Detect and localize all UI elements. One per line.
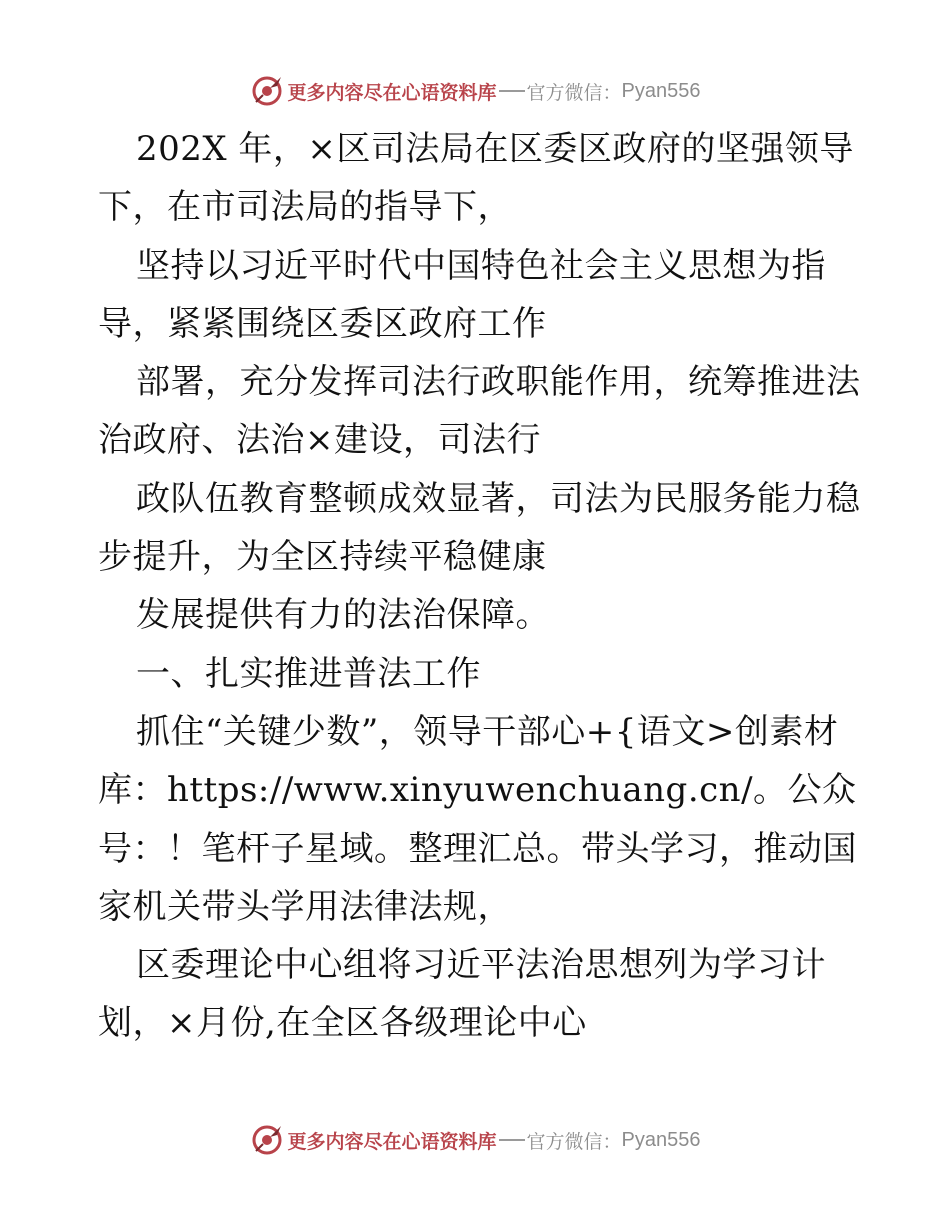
text-line: 导，紧紧围绕区委区政府工作 [98, 303, 547, 344]
banner-title: 更多内容尽在心语资料库 [287, 81, 497, 104]
text-line: 治政府、法治×建设，司法行 [98, 420, 541, 461]
document-body [98, 120, 888, 1053]
text-line: 下，在市司法局的指导下， [98, 187, 512, 228]
header-banner [0, 71, 950, 111]
text-line: 坚持以习近平时代中国特色社会主义思想为指 [136, 245, 826, 286]
text-line: 202X 年，×区司法局在区委区政府的坚强领导 [136, 129, 854, 169]
banner-wechat-id: Pyan556 [621, 1128, 701, 1151]
text-line: 部署，充分发挥司法行政职能作用，统筹推进法 [136, 362, 861, 403]
banner-dash [499, 90, 525, 92]
quill-logo-icon [250, 1123, 284, 1157]
banner-dash [499, 1139, 525, 1141]
text-line: 步提升，为全区持续平稳健康 [98, 537, 547, 578]
text-line: 库：https://www.xinyuwenchuang.cn/。公众 [98, 770, 857, 811]
text-line: 抓住“关键少数”，领导干部心+{语文>创素材 [136, 711, 839, 752]
text-line: 政队伍教育整顿成效显著，司法为民服务能力稳 [136, 478, 861, 519]
text-line: 发展提供有力的法治保障。 [136, 595, 550, 636]
banner-wechat-label: 官方微信： [526, 81, 622, 104]
banner-wechat-label: 官方微信： [526, 1130, 622, 1153]
text-line: 家机关带头学用法律法规， [98, 886, 512, 927]
section-heading: 一、扎实推进普法工作 [136, 653, 481, 694]
quill-logo-icon [250, 74, 284, 108]
footer-banner [0, 1120, 950, 1160]
text-line: 区委理论中心组将习近平法治思想列为学习计 [136, 945, 826, 986]
banner-title: 更多内容尽在心语资料库 [287, 1130, 497, 1153]
banner-wechat-id: Pyan556 [621, 79, 701, 102]
text-line: 划，×月份,在全区各级理论中心 [98, 1003, 587, 1044]
text-line: 号：！笔杆子星域。整理汇总。带头学习，推动国 [98, 828, 857, 869]
